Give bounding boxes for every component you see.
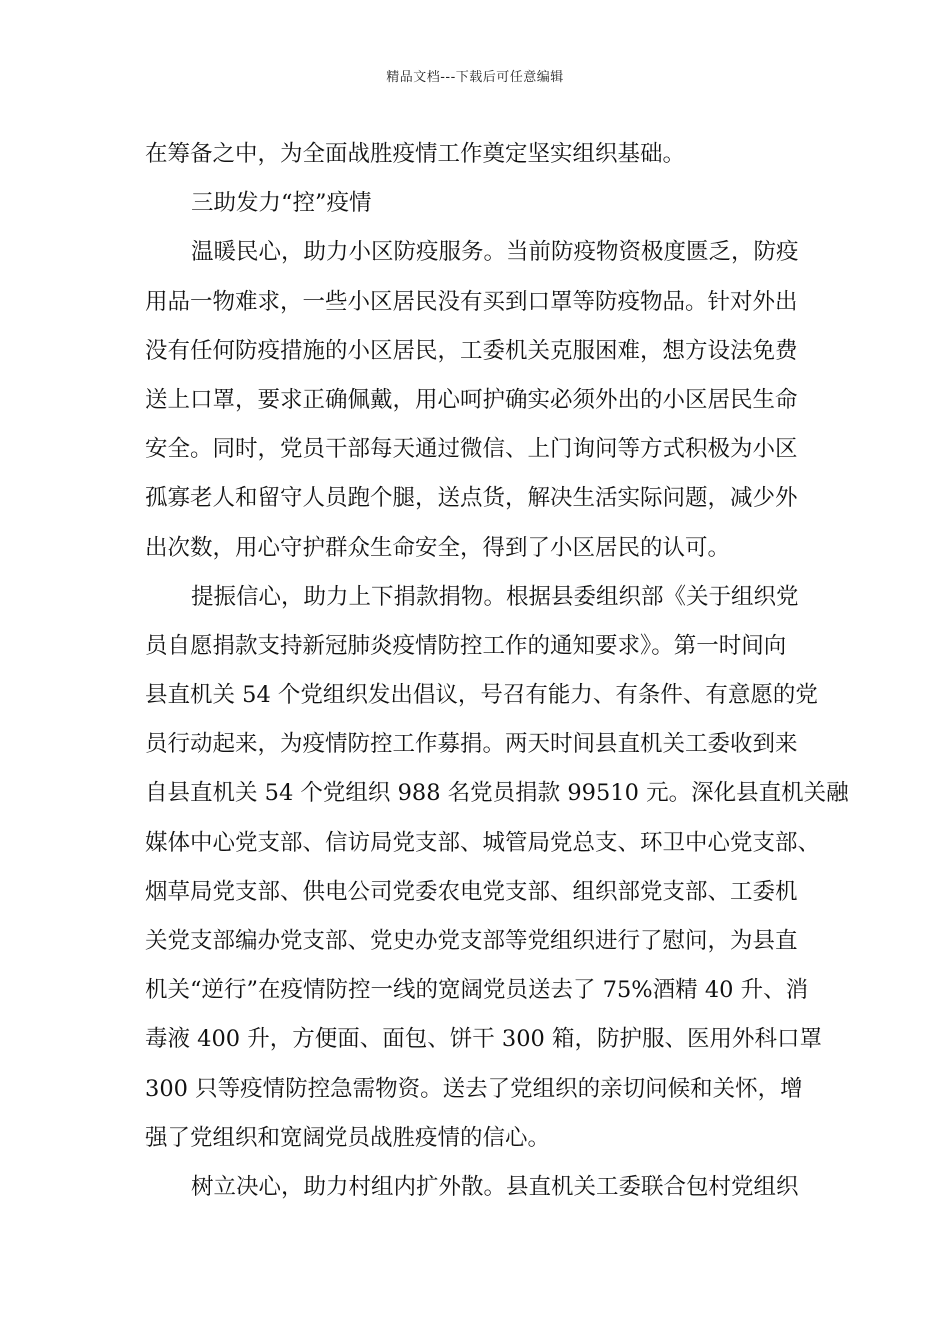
text-line: 员行动起来，为疫情防控工作募捐。两天时间县直机关工委收到来: [145, 731, 798, 758]
text-line: 安全。同时，党员干部每天通过微信、上门询问等方式积极为小区: [145, 436, 798, 463]
paragraph-start: 树立决心，助力村组内扩外散。县直机关工委联合包村党组织: [191, 1173, 799, 1200]
text-line: 自县直机关 54 个党组织 988 名党员捐款 99510 元。深化县直机关融: [145, 780, 849, 807]
text-line: 员自愿捐款支持新冠肺炎疫情防控工作的通知要求》。第一时间向: [145, 632, 787, 659]
text-line: 烟草局党支部、供电公司党委农电党支部、组织部党支部、工委机: [145, 878, 798, 905]
text-line: 在筹备之中，为全面战胜疫情工作奠定坚实组织基础。: [145, 141, 686, 167]
text-line: 媒体中心党支部、信访局党支部、城管局党总支、环卫中心党支部、: [145, 829, 821, 856]
text-line: 用品一物难求，一些小区居民没有买到口罩等防疫物品。针对外出: [145, 288, 798, 315]
page-header: 精品文档---下载后可任意编辑: [386, 70, 564, 85]
text-line: 出次数，用心守护群众生命安全，得到了小区居民的认可。: [145, 534, 731, 561]
section-heading: 三助发力“控”疫情: [191, 190, 372, 217]
text-line: 没有任何防疫措施的小区居民，工委机关克服困难，想方设法免费: [145, 337, 798, 364]
text-line: 关党支部编办党支部、党史办党支部等党组织进行了慰问，为县直: [145, 928, 798, 954]
text-line: 机关“逆行”在疫情防控一线的宽阔党员送去了 75%酒精 40 升、消: [145, 977, 809, 1004]
text-line: 毒液 400 升，方便面、面包、饼干 300 箱，防护服、医用外科口罩: [145, 1026, 823, 1053]
text-line: 送上口罩，要求正确佩戴，用心呵护确实必须外出的小区居民生命: [145, 386, 798, 413]
text-line: 强了党组织和宽阔党员战胜疫情的信心。: [145, 1124, 551, 1151]
paragraph-start: 提振信心，助力上下捐款捐物。根据县委组织部《关于组织党: [191, 583, 799, 610]
text-line: 孤寡老人和留守人员跑个腿，送点货，解决生活实际问题，减少外: [145, 485, 798, 512]
document-body: [145, 130, 849, 1212]
text-line: 县直机关 54 个党组织发出倡议，号召有能力、有条件、有意愿的党: [145, 682, 818, 709]
text-line: 300 只等疫情防控急需物资。送去了党组织的亲切问候和关怀，增: [145, 1075, 803, 1102]
paragraph-start: 温暖民心，助力小区防疫服务。当前防疫物资极度匮乏，防疫: [191, 239, 799, 266]
